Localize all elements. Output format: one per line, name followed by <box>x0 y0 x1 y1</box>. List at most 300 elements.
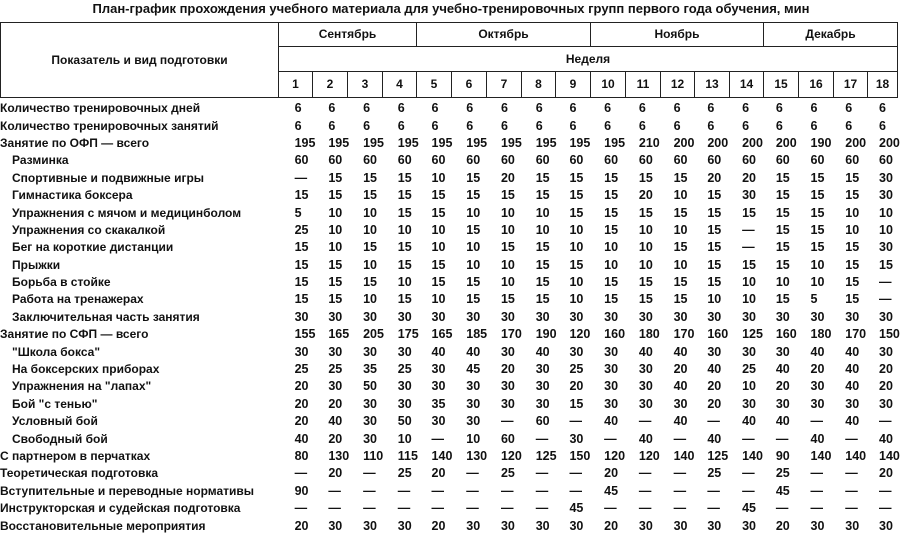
cell-value: 40 <box>845 379 860 394</box>
cell-value: 40 <box>845 414 860 429</box>
cell-value: 20 <box>879 362 893 377</box>
cell-value: 15 <box>775 170 790 185</box>
cell-value: — <box>294 501 308 516</box>
cell-value: 15 <box>604 275 619 290</box>
month-header: Ноябрь <box>591 23 764 47</box>
cell-value: 6 <box>363 101 371 116</box>
cell-value: 15 <box>363 170 377 185</box>
cell-value: 15 <box>707 275 722 290</box>
cell-value: — <box>397 501 411 516</box>
cell-value: 30 <box>363 414 377 429</box>
cell-value: 10 <box>569 292 584 307</box>
cell-value: 60 <box>535 153 550 168</box>
week-number: 12 <box>661 71 695 97</box>
cell-value: 15 <box>431 205 446 220</box>
cell-value: 6 <box>879 118 886 133</box>
cell-value: 30 <box>569 431 584 446</box>
cell-value: 30 <box>638 362 653 377</box>
cell-value: 30 <box>466 396 481 411</box>
cell-value: 15 <box>707 222 722 237</box>
cell-value: 165 <box>328 327 350 342</box>
cell-value: 15 <box>775 240 790 255</box>
cell-value: 10 <box>500 275 515 290</box>
cell-value: 40 <box>535 344 550 359</box>
cell-value: 10 <box>328 205 343 220</box>
cell-value: 6 <box>775 101 783 116</box>
cell-value: 30 <box>500 344 515 359</box>
cell-value: 15 <box>363 188 377 203</box>
cell-value: 20 <box>500 362 515 377</box>
cell-value: 20 <box>328 431 343 446</box>
cell-value: 60 <box>328 153 343 168</box>
cell-value: 15 <box>466 292 481 307</box>
cell-value: 10 <box>742 379 756 394</box>
cell-value: 10 <box>879 205 893 220</box>
cell-value: 40 <box>775 362 790 377</box>
cell-value: 10 <box>363 292 377 307</box>
cell-value: 15 <box>638 205 653 220</box>
cell-value: 15 <box>673 275 688 290</box>
cell-value: — <box>707 501 720 516</box>
cell-value: 60 <box>879 153 893 168</box>
cell-value: 115 <box>397 449 418 463</box>
cell-value: 90 <box>775 449 790 463</box>
cell-value: 15 <box>397 292 412 307</box>
cell-value: 15 <box>845 170 860 185</box>
cell-value: 30 <box>535 396 550 411</box>
cell-value: 60 <box>431 153 446 168</box>
cell-value: 110 <box>363 449 384 463</box>
cell-value: 15 <box>466 275 481 290</box>
table-row <box>0 100 902 117</box>
row-label: Упражнения со скакалкой <box>12 222 166 237</box>
cell-value: 30 <box>707 344 722 359</box>
cell-value: — <box>294 466 308 481</box>
cell-value: 40 <box>673 414 688 429</box>
cell-value: 30 <box>879 518 893 533</box>
cell-value: 30 <box>638 396 653 411</box>
cell-value: 30 <box>638 518 653 533</box>
cell-value: 6 <box>363 118 371 133</box>
cell-value: 6 <box>569 101 577 116</box>
week-header: Неделя <box>279 46 898 71</box>
cell-value: 130 <box>328 449 350 463</box>
cell-value: 140 <box>879 449 900 463</box>
cell-value: — <box>673 466 687 481</box>
table-row <box>0 187 902 204</box>
cell-value: 6 <box>328 118 336 133</box>
cell-value: 160 <box>707 327 729 342</box>
cell-value: — <box>569 483 582 498</box>
cell-value: 15 <box>673 240 688 255</box>
cell-value: — <box>397 483 411 498</box>
cell-value: 40 <box>845 362 860 377</box>
cell-value: 140 <box>742 449 763 463</box>
cell-value: 195 <box>328 135 350 150</box>
cell-value: 30 <box>879 170 893 185</box>
cell-value: 10 <box>500 222 515 237</box>
row-label: Бег на короткие дистанции <box>12 240 174 255</box>
cell-value: 30 <box>673 396 688 411</box>
table-row <box>0 396 902 413</box>
cell-value: — <box>879 501 892 516</box>
cell-value: 15 <box>500 240 515 255</box>
cell-value: 120 <box>500 449 522 463</box>
cell-value: 10 <box>500 257 515 272</box>
cell-value: 30 <box>742 188 756 203</box>
table-row <box>0 291 902 308</box>
cell-value: 30 <box>879 240 893 255</box>
cell-value: 30 <box>363 344 377 359</box>
cell-value: 25 <box>500 466 515 481</box>
cell-value: 15 <box>742 205 756 220</box>
cell-value: 170 <box>500 327 522 342</box>
cell-value: 30 <box>431 309 446 324</box>
cell-value: — <box>742 240 755 255</box>
cell-value: 10 <box>466 240 481 255</box>
cell-value: 15 <box>535 188 550 203</box>
cell-value: 30 <box>742 396 756 411</box>
indicator-header: Показатель и вид подготовки <box>1 23 279 98</box>
cell-value: 15 <box>500 292 515 307</box>
cell-value: 30 <box>604 362 619 377</box>
cell-value: 30 <box>500 518 515 533</box>
cell-value: 15 <box>363 275 377 290</box>
cell-value: 15 <box>466 170 481 185</box>
cell-value: 20 <box>294 396 309 411</box>
cell-value: 60 <box>845 153 860 168</box>
cell-value: 15 <box>604 188 619 203</box>
cell-value: 6 <box>500 101 508 116</box>
cell-value: 150 <box>879 327 900 342</box>
cell-value: 10 <box>535 222 550 237</box>
cell-value: 20 <box>328 396 343 411</box>
cell-value: 30 <box>466 518 481 533</box>
cell-value: 45 <box>466 362 481 377</box>
row-label: Упражнения с мячом и медицинболом <box>12 205 242 220</box>
cell-value: 10 <box>673 222 688 237</box>
cell-value: 15 <box>845 240 860 255</box>
cell-value: — <box>535 483 549 498</box>
row-label: На боксерских приборах <box>12 362 160 377</box>
row-label: Количество тренировочных занятий <box>0 118 219 133</box>
cell-value: 6 <box>845 101 853 116</box>
cell-value: — <box>569 466 582 481</box>
cell-value: 15 <box>431 275 446 290</box>
cell-value: 25 <box>569 362 584 377</box>
cell-value: 30 <box>535 379 550 394</box>
page-title: План-график прохождения учебного материала для учебно-тренировочных групп первого года обучения, мин <box>92 1 810 16</box>
cell-value: 60 <box>500 153 515 168</box>
cell-value: — <box>431 431 445 446</box>
cell-value: 20 <box>707 170 722 185</box>
cell-value: — <box>845 501 858 516</box>
cell-value: 15 <box>294 188 309 203</box>
row-label: Занятие по ОФП — всего <box>0 135 150 150</box>
cell-value: — <box>500 501 514 516</box>
cell-value: 165 <box>431 327 453 342</box>
cell-value: 30 <box>638 309 653 324</box>
cell-value: 30 <box>604 379 619 394</box>
cell-value: — <box>638 483 652 498</box>
cell-value: 30 <box>466 379 481 394</box>
cell-value: 15 <box>845 275 860 290</box>
month-header: Декабрь <box>764 23 898 47</box>
cell-value: 30 <box>397 344 412 359</box>
cell-value: 30 <box>569 309 584 324</box>
cell-value: 30 <box>879 344 893 359</box>
cell-value: 195 <box>500 135 522 150</box>
month-header: Октябрь <box>417 23 591 47</box>
cell-value: — <box>879 275 892 290</box>
cell-value: 25 <box>397 362 412 377</box>
cell-value: 6 <box>397 118 405 133</box>
cell-value: 15 <box>845 257 860 272</box>
cell-value: — <box>707 414 720 429</box>
cell-value: 60 <box>363 153 377 168</box>
cell-value: 40 <box>673 379 688 394</box>
cell-value: — <box>879 414 892 429</box>
cell-value: — <box>810 466 824 481</box>
cell-value: — <box>810 501 824 516</box>
cell-value: 10 <box>397 431 412 446</box>
cell-value: 35 <box>363 362 377 377</box>
cell-value: — <box>535 431 549 446</box>
cell-value: — <box>604 501 617 516</box>
cell-value: 6 <box>397 101 405 116</box>
week-number: 10 <box>591 71 626 97</box>
cell-value: 15 <box>742 257 756 272</box>
cell-value: 40 <box>294 431 309 446</box>
cell-value: 60 <box>397 153 412 168</box>
row-label: Свободный бой <box>12 431 108 446</box>
cell-value: 60 <box>742 153 756 168</box>
cell-value: 185 <box>466 327 488 342</box>
cell-value: 20 <box>775 379 790 394</box>
cell-value: 30 <box>431 414 446 429</box>
cell-value: — <box>294 170 308 185</box>
cell-value: — <box>328 483 341 498</box>
cell-value: 30 <box>673 309 688 324</box>
cell-value: — <box>845 431 858 446</box>
week-number: 1 <box>279 71 313 97</box>
row-label: Спортивные и подвижные игры <box>12 170 205 185</box>
table-row <box>0 274 902 291</box>
cell-value: 130 <box>466 449 488 463</box>
cell-value: 30 <box>775 309 790 324</box>
cell-value: 60 <box>535 414 550 429</box>
cell-value: 20 <box>431 518 446 533</box>
cell-value: 30 <box>845 309 860 324</box>
cell-value: 30 <box>604 396 619 411</box>
row-label: Заключительная часть занятия <box>12 309 200 324</box>
cell-value: 10 <box>775 275 790 290</box>
cell-value: 10 <box>363 205 377 220</box>
cell-value: 15 <box>397 257 412 272</box>
cell-value: 60 <box>638 153 653 168</box>
week-number: 8 <box>522 71 556 97</box>
cell-value: — <box>363 501 376 516</box>
cell-value: 20 <box>742 170 756 185</box>
cell-value: 15 <box>604 222 619 237</box>
cell-value: 50 <box>397 414 412 429</box>
cell-value: 30 <box>363 396 377 411</box>
cell-value: 10 <box>638 222 653 237</box>
cell-value: 200 <box>879 135 900 150</box>
cell-value: 15 <box>707 257 722 272</box>
table-row <box>0 413 902 430</box>
row-label: Занятие по СФП — всего <box>0 327 149 342</box>
cell-value: 10 <box>569 222 584 237</box>
cell-value: — <box>466 466 479 481</box>
cell-value: 15 <box>845 292 860 307</box>
cell-value: 30 <box>466 309 481 324</box>
cell-value: 25 <box>328 362 343 377</box>
cell-value: — <box>673 483 687 498</box>
cell-value: 6 <box>535 101 543 116</box>
cell-value: 30 <box>879 396 893 411</box>
cell-value: 10 <box>363 257 377 272</box>
cell-value: 6 <box>810 118 818 133</box>
table-row <box>0 430 902 447</box>
cell-value: 15 <box>810 188 825 203</box>
cell-value: 30 <box>810 396 825 411</box>
cell-value: 10 <box>466 431 481 446</box>
cell-value: 35 <box>431 396 446 411</box>
cell-value: 45 <box>569 501 584 516</box>
cell-value: 45 <box>604 483 619 498</box>
cell-value: 170 <box>673 327 695 342</box>
cell-value: 180 <box>638 327 660 342</box>
cell-value: — <box>775 501 789 516</box>
week-number: 9 <box>556 71 591 97</box>
cell-value: 30 <box>363 431 377 446</box>
cell-value: 190 <box>535 327 557 342</box>
cell-value: 140 <box>810 449 832 463</box>
cell-value: 200 <box>845 135 867 150</box>
cell-value: 30 <box>535 362 550 377</box>
cell-value: 40 <box>466 344 481 359</box>
cell-value: 15 <box>294 275 309 290</box>
cell-value: — <box>363 483 376 498</box>
cell-value: 10 <box>707 292 722 307</box>
cell-value: 40 <box>638 431 653 446</box>
cell-value: 10 <box>604 240 619 255</box>
cell-value: 6 <box>845 118 853 133</box>
cell-value: — <box>535 501 549 516</box>
row-label: Количество тренировочных дней <box>0 101 201 116</box>
cell-value: 20 <box>431 466 446 481</box>
cell-value: 40 <box>845 344 860 359</box>
cell-value: 10 <box>397 222 412 237</box>
cell-value: 195 <box>294 135 316 150</box>
cell-value: 10 <box>742 275 756 290</box>
cell-value: — <box>673 431 687 446</box>
cell-value: — <box>742 483 755 498</box>
cell-value: 195 <box>431 135 453 150</box>
row-label: Восстановительные мероприятия <box>0 518 206 533</box>
cell-value: 20 <box>879 379 893 394</box>
cell-value: 6 <box>879 101 886 116</box>
cell-value: 10 <box>742 292 756 307</box>
table-row <box>0 204 902 221</box>
cell-value: 6 <box>742 118 750 133</box>
cell-value: — <box>431 483 445 498</box>
cell-value: 10 <box>604 257 619 272</box>
cell-value: 10 <box>466 257 481 272</box>
data-table <box>0 100 902 535</box>
cell-value: 6 <box>431 101 439 116</box>
cell-value: 25 <box>707 466 722 481</box>
cell-value: 120 <box>604 449 626 463</box>
table-row <box>0 170 902 187</box>
cell-value: 15 <box>294 240 309 255</box>
cell-value: 10 <box>673 188 688 203</box>
week-number: 4 <box>383 71 417 97</box>
cell-value: 30 <box>673 518 688 533</box>
cell-value: 10 <box>535 205 550 220</box>
cell-value: 200 <box>775 135 797 150</box>
row-label: Инструкторская и судейская подготовка <box>0 501 241 516</box>
cell-value: 25 <box>775 466 790 481</box>
table-row <box>0 135 902 152</box>
table-row <box>0 239 902 256</box>
week-number: 17 <box>834 71 868 97</box>
cell-value: 30 <box>363 309 377 324</box>
cell-value: 15 <box>294 257 309 272</box>
cell-value: 200 <box>742 135 763 150</box>
cell-value: 6 <box>294 118 302 133</box>
cell-value: 15 <box>535 257 550 272</box>
cell-value: 80 <box>294 449 309 463</box>
cell-value: 20 <box>604 518 619 533</box>
cell-value: 15 <box>673 205 688 220</box>
cell-value: 6 <box>431 118 439 133</box>
cell-value: 125 <box>742 327 763 342</box>
cell-value: 6 <box>707 101 715 116</box>
cell-value: 30 <box>500 396 515 411</box>
cell-value: 60 <box>466 153 481 168</box>
cell-value: 60 <box>604 153 619 168</box>
cell-value: 40 <box>742 414 756 429</box>
cell-value: 120 <box>638 449 660 463</box>
cell-value: 20 <box>500 170 515 185</box>
cell-value: 30 <box>879 188 893 203</box>
cell-value: 10 <box>328 222 343 237</box>
cell-value: 15 <box>328 257 343 272</box>
week-number: 18 <box>868 71 898 97</box>
cell-value: 20 <box>810 362 825 377</box>
table-row <box>0 309 902 326</box>
cell-value: 25 <box>294 222 309 237</box>
cell-value: — <box>742 466 755 481</box>
cell-value: 40 <box>775 414 790 429</box>
cell-value: 6 <box>638 101 646 116</box>
cell-value: — <box>638 466 652 481</box>
cell-value: 30 <box>810 518 825 533</box>
cell-value: 5 <box>294 205 302 220</box>
cell-value: 6 <box>500 118 508 133</box>
cell-value: 10 <box>810 257 825 272</box>
cell-value: 205 <box>363 327 384 342</box>
week-number: 3 <box>348 71 383 97</box>
cell-value: 25 <box>742 362 756 377</box>
week-number: 16 <box>799 71 834 97</box>
cell-value: 20 <box>294 414 309 429</box>
cell-value: 10 <box>466 205 481 220</box>
cell-value: 200 <box>673 135 695 150</box>
cell-value: 30 <box>845 518 860 533</box>
